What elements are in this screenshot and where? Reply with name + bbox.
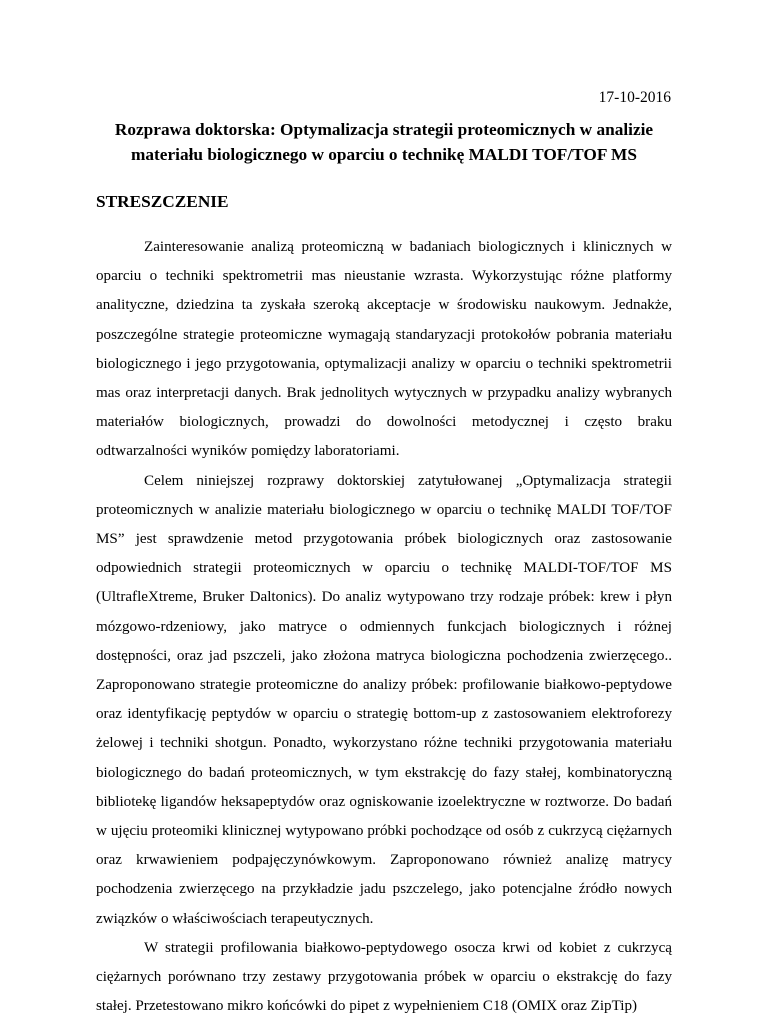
paragraph-1: Zainteresowanie analizą proteomiczną w badaniach biologicznych i klinicznych w oparciu o techniki spektrometrii mas nieustanie wzrasta. Wykorzystując różne platformy analityczne, dziedzina ta zyskała szeroką akceptacje w środowisku naukowym. Jednakże, poszczególne strategie proteomiczne wymagają standaryzacji protokołów pobrania materiału biologicznego i jego przygotowania, optymalizacji analizy w oparciu o techniki spektrometrii mas oraz interpretacji danych. Brak jednolitych wytycznych w przypadku analizy wybranych materiałów biologicznych, prowadzi do dowolności metodycznej i często braku odtwarzalności wyników pomiędzy laboratoriami.: [96, 239, 672, 460]
thesis-title: Rozprawa doktorska: Optymalizacja strategii proteomicznych w analizie materiału biologicznego w oparciu o technikę MALDI TOF/TOF MS: [114, 120, 654, 164]
abstract-body: [96, 233, 672, 1021]
section-heading: STRESZCZENIE: [96, 192, 229, 211]
paragraph-2: Celem niniejszej rozprawy doktorskiej zatytułowanej „Optymalizacja strategii proteomicznych w analizie materiału biologicznego w oparciu o technikę MALDI TOF/TOF MS” jest sprawdzenie metod przygotowania próbek biologicznych oraz zastosowanie odpowiednich strategii proteomicznych w oparciu o technikę MALDI-TOF/TOF MS (UltrafleXtreme, Bruker Daltonics). Do analiz wytypowano trzy rodzaje próbek: krew i płyn mózgowo-rdzeniowy, jako matryce o odmiennych funkcjach biologicznych i różnej dostępności, oraz jad pszczeli, jako złożona matryca biologiczna pochodzenia zwierzęcego.. Zaproponowano strategie proteomiczne do analizy próbek: profilowanie białkowo-peptydowe oraz identyfikację peptydów w oparciu o strategię bottom-up z zastosowaniem elektroforezy żelowej i techniki shotgun. Ponadto, wykorzystano różne techniki przygotowania materiału biologicznego do badań proteomicznych, w tym ekstrakcję do fazy stałej, kombinatoryczną bibliotekę ligandów heksapeptydów oraz ogniskowanie izoelektryczne w roztworze. Do badań w ujęciu proteomiki klinicznej wytypowano próbki pochodzące od osób z cukrzycą ciężarnych oraz krwawieniem podpajęczynówkowym. Zaproponowano również analizę matrycy pochodzenia zwierzęcego na przykładzie jadu pszczelego, jako potencjalne źródło nowych związków o właściwościach terapeutycznych.: [96, 472, 672, 927]
paragraph-3: W strategii profilowania białkowo-peptydowego osocza krwi od kobiet z cukrzycą ciężarnych porównano trzy zestawy przygotowania próbek w oparciu o ekstrakcję do fazy stałej. Przetestowano mikro końcówki do pipet z wypełnieniem C18 (OMIX oraz ZipTip): [96, 939, 672, 1015]
document-date: 17-10-2016: [598, 89, 671, 106]
